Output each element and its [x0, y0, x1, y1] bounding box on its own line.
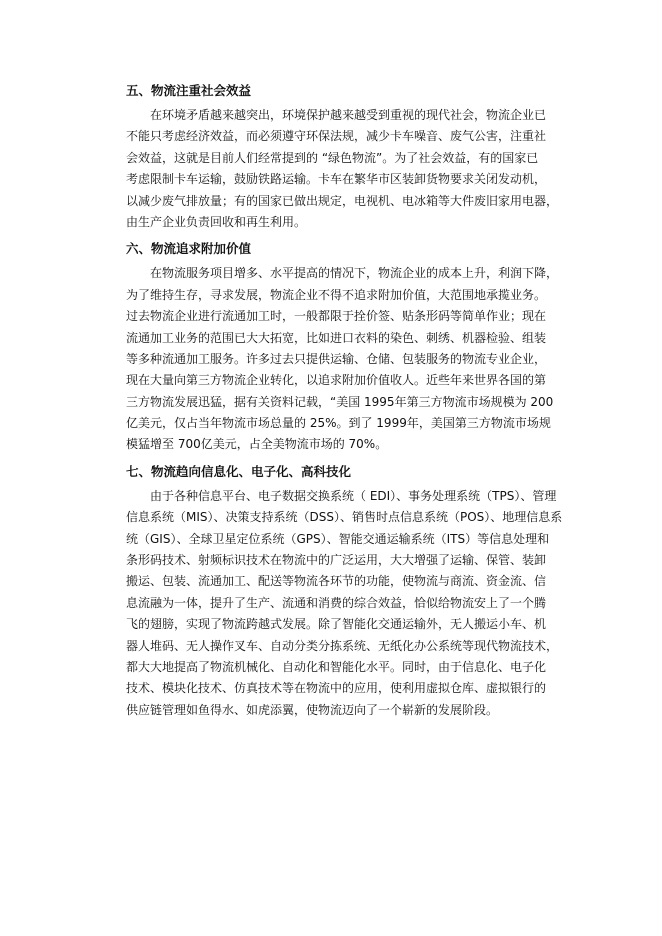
section-heading: 六、物流追求附加价值: [126, 241, 252, 257]
paragraph-line: 会效益，这就是目前人们经常提到的 “绿色物流”。为了社会效益，有的国家已: [126, 150, 539, 165]
section-paragraph: [126, 263, 596, 456]
section-seven: [126, 461, 596, 721]
paragraph-line: 过去物流企业进行流通加工时，一般都限于拴价签、贴条形码等简单作业；现在: [126, 309, 547, 324]
paragraph-line: 条形码技术、射频标识技术在物流中的广泛运用，大大增强了运输、保管、装卸: [126, 553, 547, 568]
paragraph-line: 在环境矛盾越来越突出，环境保护越来越受到重视的现代社会，物流企业已: [150, 108, 547, 122]
paragraph-line: 技术、模块化技术、仿真技术等在物流中的应用，使利用虚拟仓库、虚拟银行的: [126, 681, 547, 696]
section-six: [126, 238, 596, 456]
paragraph-line: 不能只考虑经济效益，而必须遵守环保法规，减少卡车噪音、废气公害，注重社: [126, 129, 547, 144]
paragraph-line: 息流融为一体，提升了生产、流通和消费的综合效益，恰似给物流安上了一个腾: [126, 595, 547, 610]
paragraph-line: 统（GIS）、全球卫星定位系统（GPS）、智能交通运输系统（ITS）等信息处理和: [126, 531, 550, 546]
paragraph-line: 由于各种信息平台、电子数据交换系统（ EDI）、事务处理系统（TPS）、管理: [150, 488, 557, 503]
paragraph-line: 都大大地提高了物流机械化、自动化和智能化水平。同时，由于信息化、电子化: [126, 659, 547, 674]
section-paragraph: [126, 486, 596, 721]
section-paragraph: [126, 105, 596, 233]
paragraph-line: 考虑限制卡车运输，鼓励铁路运输。卡车在繁华市区装卸货物要求关闭发动机，: [126, 172, 547, 187]
section-heading: 七、物流趋向信息化、电子化、高科技化: [126, 463, 352, 479]
paragraph-line: 以减少废气排放量；有的国家已做出规定，电视机、电冰箱等大件废旧家用电器，: [126, 193, 559, 208]
section-heading: 五、物流注重社会效益: [126, 83, 252, 98]
paragraph-line: 在物流服务项目增多、水平提高的情况下，物流企业的成本上升，利润下降，: [150, 266, 559, 281]
paragraph-line: 等多种流通加工服务。许多过去只提供运输、仓储、包装服务的物流专业企业，: [126, 351, 547, 366]
paragraph-line: 三方物流发展迅猛，据有关资料记载，“美国 1995年第三方物流市场规模为 200: [126, 394, 554, 409]
section-five: [126, 80, 596, 233]
paragraph-line: 搬运、包装、流通加工、配送等物流各环节的功能，使物流与商流、资金流、信: [126, 574, 547, 589]
paragraph-line: 为了维持生存，寻求发展，物流企业不得不追求附加价值，大范围地承揽业务。: [126, 287, 547, 302]
paragraph-line: 器人堆码、无人操作叉车、自动分类分拣系统、无纸化办公系统等现代物流技术，: [126, 638, 559, 653]
paragraph-line: 飞的翅膀，实现了物流跨越式发展。除了智能化交通运输外，无人搬运小车、机: [126, 617, 547, 632]
paragraph-line: 亿美元，仅占当年物流市场总量的 25%。到了 1999年，美国第三方物流市场规: [126, 416, 551, 431]
paragraph-line: 信息系统（MIS）、决策支持系统（DSS）、销售时点信息系统（POS）、地理信息系: [126, 510, 563, 525]
paragraph-line: 现在大量向第三方物流企业转化，以追求附加价值收人。近些年来世界各国的第: [126, 373, 547, 388]
paragraph-line: 流通加工业务的范围已大大拓宽，比如进口衣料的染色、刺绣、机器检验、组装: [126, 330, 547, 345]
paragraph-line: 供应链管理如鱼得水、如虎添翼，使物流迈向了一个崭新的发展阶段。: [126, 702, 499, 717]
document-page: [126, 80, 596, 726]
paragraph-line: 模猛增至 700亿美元，占全美物流市场的 70%。: [126, 437, 388, 452]
paragraph-line: 由生产企业负责回收和再生利用。: [126, 214, 307, 229]
